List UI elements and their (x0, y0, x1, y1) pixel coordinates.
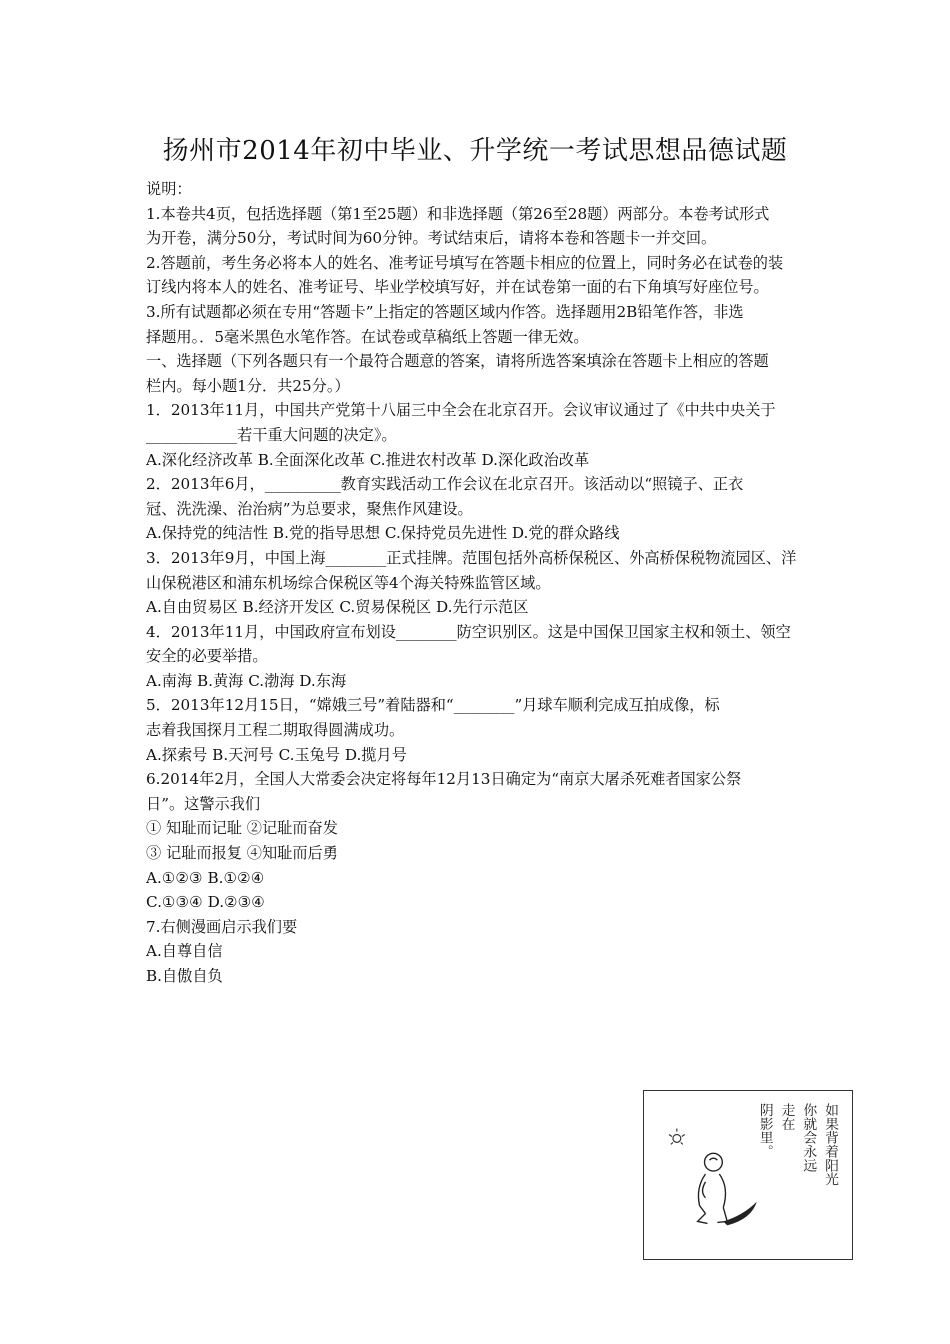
text-line: A.①②③ B.①②④ (146, 868, 265, 887)
text-line: 2．2013年6月，__________教育实践活动工作会议在北京召开。该活动以“照镜子、正衣 (146, 475, 744, 494)
cartoon-caption-col-1: 如果背着阳光 (822, 1102, 839, 1186)
text-line: 1.本卷共4页，包括选择题（第1至25题）和非选择题（第26至28题）两部分。本卷考试形式 (146, 204, 770, 223)
text-line: 安全的必要举措。 (146, 647, 268, 666)
text-line: 3.所有试题都必须在专用“答题卡”上指定的答题区域内作答。选择题用2B铅笔作答，非选 (146, 302, 744, 321)
text-line: A.深化经济改革 B.全面深化改革 C.推进农村改革 D.深化政治改革 (146, 450, 590, 469)
cartoon-caption-col-2: 你就会永远 (800, 1102, 817, 1173)
text-line: 6.2014年2月，全国人大常委会决定将每年12月13日确定为“南京大屠杀死难者国家公祭 (146, 770, 742, 789)
text-line: 一、选择题（下列各题只有一个最符合题意的答案，请将所选答案填涂在答题卡上相应的答题 (146, 352, 769, 371)
sun-icon (669, 1129, 685, 1145)
text-line: A.自尊自信 (146, 942, 223, 961)
text-line: ③ 记耻而报复 ④知耻而后勇 (146, 844, 338, 863)
text-line: 3．2013年9月，中国上海________正式挂牌。范围包括外高桥保税区、外高桥保税物流园区、洋 (146, 548, 797, 567)
text-line: 日”。这警示我们 (146, 794, 261, 813)
text-line: A.南海 B.黄海 C.渤海 D.东海 (146, 671, 347, 690)
text-line: B.自傲自负 (146, 967, 223, 985)
text-line: 为开卷，满分50分，考试时间为60分钟。考试结束后，请将本卷和答题卡一并交回。 (146, 229, 717, 248)
text-line: 2.答题前，考生务必将本人的姓名、准考证号填写在答题卡相应的位置上，同时务必在试卷的装 (146, 253, 784, 272)
text-line: A.自由贸易区 B.经济开发区 C.贸易保税区 D.先行示范区 (146, 598, 529, 617)
text-line: 4．2013年11月，中国政府宣布划设________防空识别区。这是中国保卫国家主权和领土、领空 (146, 622, 791, 641)
text-line: A.探索号 B.天河号 C.玉兔号 D.揽月号 (146, 745, 407, 764)
shadow-shape (723, 1202, 757, 1226)
text-line: A.保持党的纯洁性 B.党的指导思想 C.保持党员先进性 D.党的群众路线 (146, 524, 620, 543)
text-line: 1．2013年11月，中国共产党第十八届三中全会在北京召开。会议审议通过了《中共中央关于 (146, 401, 776, 420)
exam-body (146, 177, 816, 989)
text-line: ① 知耻而记耻 ②记耻而奋发 (146, 819, 338, 838)
cartoon-caption-col-3: 走在 (778, 1102, 795, 1131)
text-line: ____________若干重大问题的决定》。 (146, 425, 397, 444)
cartoon-drawing (644, 1091, 852, 1259)
text-line: 山保税港区和浦东机场综合保税区等4个海关特殊监管区域。 (146, 573, 551, 592)
cartoon-image (643, 1090, 853, 1260)
text-line: 7.右侧漫画启示我们要 (146, 917, 298, 936)
walking-figure-icon (698, 1153, 728, 1223)
text-line: 5．2013年12月15日，“嫦娥三号”着陆器和“________”月球车顺利完成互拍成像，标 (146, 696, 720, 715)
cartoon-caption-col-4: 阴影里。 (756, 1102, 773, 1159)
text-line: 订线内将本人的姓名、准考证号、毕业学校填写好，并在试卷第一面的右下角填写好座位号。 (146, 278, 769, 297)
text-line: C.①③④ D.②③④ (146, 893, 265, 912)
text-line: 冠、洗洗澡、治治病”为总要求，聚焦作风建设。 (146, 499, 473, 518)
text-line: 择题用。．5毫米黑色水笔作答。在试卷或草稿纸上答题一律无效。 (146, 327, 589, 346)
text-line: 说明： (146, 180, 192, 198)
exam-title: 扬州市2014年初中毕业、升学统一考试思想品德试题 (162, 136, 788, 166)
text-line: 志着我国探月工程二期取得圆满成功。 (146, 721, 405, 740)
text-line: 栏内。每小题1分．共25分。） (146, 376, 350, 395)
